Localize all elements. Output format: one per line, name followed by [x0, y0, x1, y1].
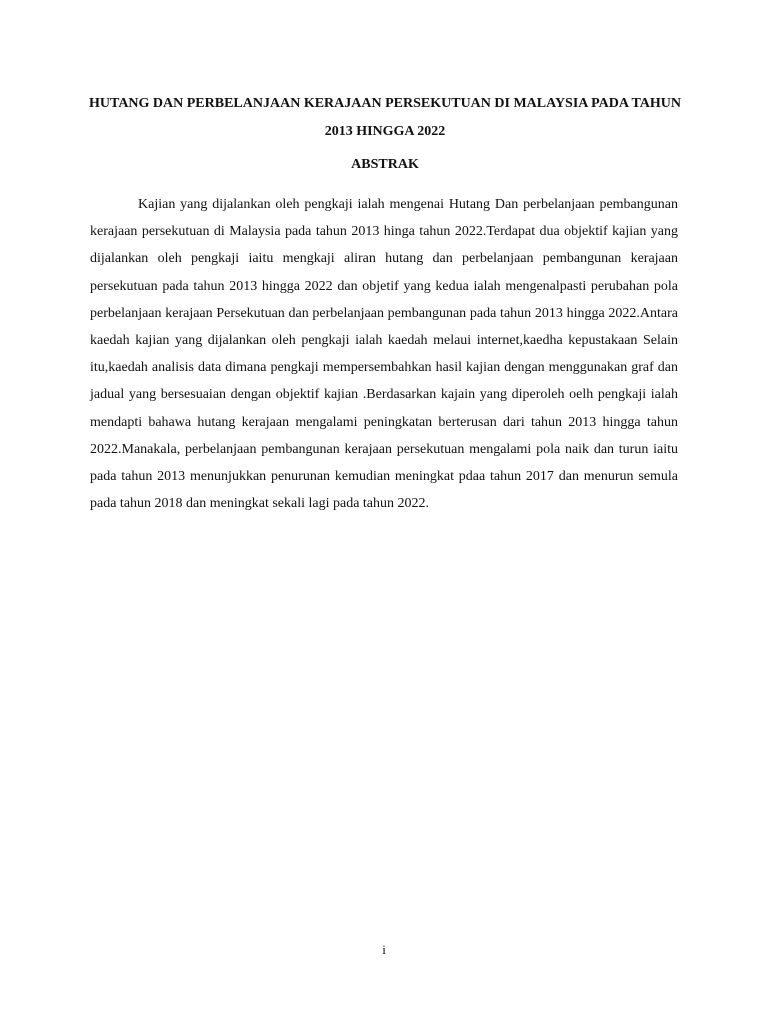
- abstract-heading: ABSTRAK: [351, 157, 419, 172]
- abstract-paragraph: Kajian yang dijalankan oleh pengkaji ialah mengenai Hutang Dan perbelanjaan pembangunan kerajaan persekutuan di Malaysia pada tahun 2013 hinga tahun 2022.Terdapat dua objektif kajian yang dijalankan oleh pengkaji iaitu mengkaji aliran hutang dan perbelanjaan pembangunan kerajaan persekutuan pada tahun 2013 hingga 2022 dan objetif yang kedua ialah mengenalpasti perubahan pola perbelanjaan kerajaan Persekutuan dan perbelanjaan pembangunan pada tahun 2013 hingga 2022.Antara kaedah kajian yang dijalankan oleh pengkaji ialah kaedah melaui internet,kaedha kepustakaan Selain itu,kaedah analisis data dimana pengkaji mempersembahkan hasil kajian dengan menggunakan graf dan jadual yang bersesuaian dengan objektif kajian .Berdasarkan kajain yang diperoleh oelh pengkaji ialah mendapti bahawa hutang kerajaan mengalami peningkatan berterusan dari tahun 2013 hingga tahun 2022.Manakala, perbelanjaan pembangunan kerajaan persekutuan mengalami pola naik dan turun iaitu pada tahun 2013 menunjukkan penurunan kemudian meningkat pdaa tahun 2017 dan menurun semula pada tahun 2018 dan meningkat sekali lagi pada tahun 2022.: [90, 197, 678, 512]
- document-title: HUTANG DAN PERBELANJAAN KERAJAAN PERSEKUTUAN DI MALAYSIA PADA TAHUN 2013 HINGGA 2022: [89, 96, 681, 139]
- page-number: i: [382, 942, 386, 957]
